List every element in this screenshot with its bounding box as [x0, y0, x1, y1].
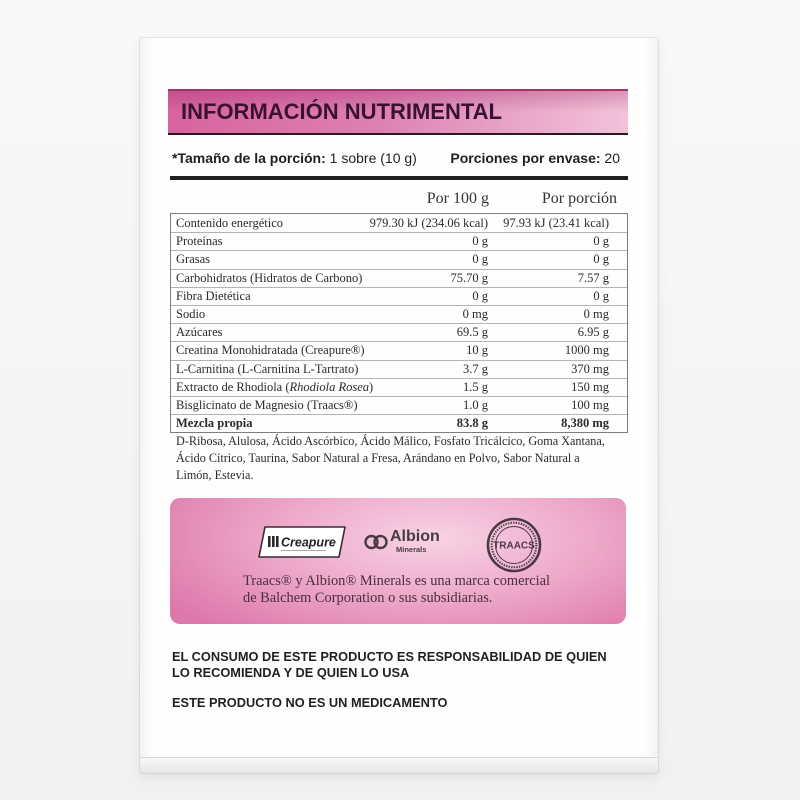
nutrient-name: Fibra Dietética — [176, 288, 251, 303]
albion-link-icon — [364, 534, 388, 550]
nutrient-row — [171, 250, 627, 268]
nutrient-value-per-serving: 370 mg — [571, 361, 609, 376]
nutrient-value-per-100g: 83.8 g — [456, 416, 488, 431]
nutrient-row — [171, 323, 627, 341]
albion-text — [390, 529, 440, 554]
nutrient-value-per-serving: 7.57 g — [577, 270, 609, 285]
nutrient-value-per-100g: 75.70 g — [450, 270, 488, 285]
nutrient-row — [171, 269, 627, 287]
nutrient-value-per-serving: 0 g — [593, 288, 609, 303]
nutrient-row — [171, 305, 627, 323]
nutrition-title: INFORMACIÓN NUTRIMENTAL — [181, 99, 502, 124]
nutrient-value-per-100g: 979.30 kJ (234.06 kcal) — [369, 215, 488, 230]
nutrient-row — [171, 396, 627, 414]
ingredients-line: D-Ribosa, Alulosa, Ácido Ascórbico, Ácido Málico, Fosfato Tricálcico, Goma Xantana, — [176, 434, 605, 448]
traacs-seal-logo — [486, 517, 542, 573]
nutrient-value-per-serving: 0 mg — [583, 307, 609, 322]
traacs-wordmark: TRAACS — [493, 540, 535, 552]
nutrient-value-per-serving: 0 g — [593, 252, 609, 267]
nutrient-row — [171, 360, 627, 378]
nutrient-name-part: Extracto de Rhodiola ( — [176, 379, 290, 394]
creapure-wordmark: Creapure — [281, 535, 336, 550]
thick-divider — [170, 176, 628, 180]
nutrient-value-per-100g: 0 g — [472, 288, 488, 303]
nutrient-value-per-100g: 0 g — [472, 252, 488, 267]
nutrient-row — [171, 287, 627, 305]
package-back-panel — [140, 38, 658, 773]
legal-warnings — [172, 649, 607, 711]
nutrition-table — [170, 213, 628, 433]
nutrient-value-per-100g: 0 g — [472, 234, 488, 249]
certifications-panel — [170, 498, 626, 624]
ingredients-line: Ácido Cítrico, Taurina, Sabor Natural a Fresa, Arándano en Polvo, Sabor Natural a — [176, 451, 580, 465]
serving-size-label: *Tamaño de la porción: — [172, 150, 326, 166]
albion-minerals-logo — [364, 529, 440, 554]
creapure-barcode-icon — [268, 536, 279, 547]
nutrient-value-per-100g: 10 g — [466, 343, 488, 358]
nutrient-name: Grasas — [176, 252, 211, 267]
nutrient-value-per-serving: 8,380 mg — [561, 416, 609, 431]
column-header-per-serving: Por porción — [541, 190, 617, 207]
nutrient-value-per-100g: 3.7 g — [463, 361, 488, 376]
nutrient-name: Bisglicinato de Magnesio (Traacs®) — [176, 397, 358, 412]
servings-label: Porciones por envase: — [450, 150, 601, 166]
nutrient-value-per-100g: 0 mg — [462, 307, 488, 322]
nutrient-row — [171, 414, 627, 432]
nutrient-value-per-serving: 6.95 g — [577, 325, 609, 340]
traacs-seal-icon — [486, 517, 542, 573]
package-bottom-flap — [140, 757, 658, 773]
nutrient-name: Azúcares — [176, 325, 223, 340]
serving-size-value: 1 sobre (10 g) — [329, 150, 417, 166]
trademark-note-line: de Balchem Corporation o sus subsidiarias. — [243, 590, 493, 606]
nutrient-name — [171, 379, 374, 395]
column-header-spacer — [170, 190, 366, 208]
trademark-note — [243, 573, 550, 607]
nutrient-name-part: ) — [369, 379, 374, 394]
nutrient-value-per-serving: 150 mg — [571, 379, 609, 394]
nutrient-name-part: Rhodiola Rosea — [289, 379, 370, 394]
nutrient-value-per-100g: 1.0 g — [463, 397, 488, 412]
nutrient-value-per-serving: 100 mg — [571, 397, 609, 412]
nutrient-name: Creatina Monohidratada (Creapure®) — [176, 343, 365, 358]
serving-info — [172, 149, 620, 167]
responsibility-warning-line: EL CONSUMO DE ESTE PRODUCTO ES RESPONSABILIDAD DE QUIEN — [172, 649, 607, 664]
nutrient-name: Contenido energético — [176, 215, 284, 230]
nutrient-value-per-100g: 1.5 g — [463, 379, 488, 394]
column-header-per-100g: Por 100 g — [426, 190, 489, 207]
albion-wordmark: Albion — [390, 528, 440, 545]
ingredients-list — [176, 433, 636, 484]
nutrient-row — [171, 378, 627, 396]
servings-per-container — [450, 149, 620, 167]
nutrient-row — [171, 214, 627, 232]
nutrient-row — [171, 341, 627, 359]
nutrient-value-per-serving: 0 g — [593, 234, 609, 249]
nutrient-name: Sodio — [176, 307, 206, 322]
not-medicine-warning: ESTE PRODUCTO NO ES UN MEDICAMENTO — [172, 695, 448, 710]
ingredients-line: Limón, Estevia. — [176, 468, 254, 482]
nutrient-name: Mezcla propia — [176, 416, 253, 431]
nutrition-header-band — [168, 89, 628, 135]
albion-sub-wordmark: Minerals — [396, 545, 427, 554]
nutrient-value-per-100g: 69.5 g — [456, 325, 488, 340]
responsibility-warning-line: LO RECOMIENDA Y DE QUIEN LO USA — [172, 665, 410, 680]
nutrient-value-per-serving: 1000 mg — [564, 343, 609, 358]
nutrient-row — [171, 232, 627, 250]
nutrient-value-per-serving: 97.93 kJ (23.41 kcal) — [503, 215, 609, 230]
nutrient-name: Carbohidratos (Hidratos de Carbono) — [176, 270, 363, 285]
creapure-logo — [256, 523, 348, 561]
trademark-note-line: Traacs® y Albion® Minerals es una marca comercial — [243, 573, 551, 589]
nutrient-name: Proteínas — [176, 234, 223, 249]
nutrient-name: L-Carnitina (L-Carnitina L-Tartrato) — [176, 361, 359, 376]
column-headers — [170, 190, 628, 208]
servings-value: 20 — [604, 150, 620, 166]
serving-size — [172, 149, 417, 167]
